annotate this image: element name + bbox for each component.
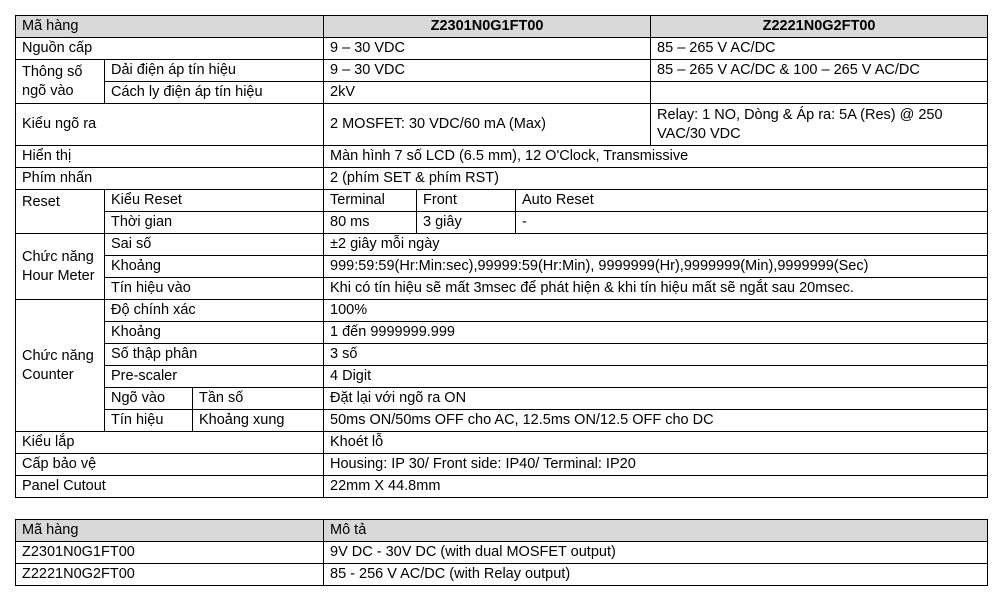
model-desc: 85 - 256 V AC/DC (with Relay output) bbox=[324, 564, 988, 586]
spec-header-model1: Z2301N0G1FT00 bbox=[324, 16, 651, 38]
table-row bbox=[16, 190, 988, 212]
table-row bbox=[16, 60, 988, 82]
table-row bbox=[16, 344, 988, 366]
counter-signal-label: Tín hiệu bbox=[105, 410, 193, 432]
counter-decimal-label: Số thập phân bbox=[105, 344, 324, 366]
table-row bbox=[16, 454, 988, 476]
counter-freq-label: Tần số bbox=[193, 388, 324, 410]
table-row bbox=[16, 476, 988, 498]
counter-decimal-value: 3 số bbox=[324, 344, 988, 366]
mount-label: Kiểu lắp bbox=[16, 432, 324, 454]
input-range-label: Dải điện áp tín hiệu bbox=[105, 60, 324, 82]
power-label: Nguồn cấp bbox=[16, 38, 324, 60]
reset-type-front: Front bbox=[417, 190, 516, 212]
reset-time-auto: - bbox=[516, 212, 988, 234]
reset-time-front: 3 giây bbox=[417, 212, 516, 234]
models-header-code: Mã hàng bbox=[16, 520, 324, 542]
spec-header-label: Mã hàng bbox=[16, 16, 324, 38]
counter-freq-value: Đặt lại với ngõ ra ON bbox=[324, 388, 988, 410]
spec-table bbox=[15, 15, 988, 498]
counter-pulse-label: Khoảng xung bbox=[193, 410, 324, 432]
table-row bbox=[16, 212, 988, 234]
table-row bbox=[16, 278, 988, 300]
input-range-value-2: 85 – 265 V AC/DC & 100 – 265 V AC/DC bbox=[651, 60, 988, 82]
reset-time-terminal: 80 ms bbox=[324, 212, 417, 234]
table-row bbox=[16, 82, 988, 104]
output-value-2: Relay: 1 NO, Dòng & Áp ra: 5A (Res) @ 250 VAC/30 VDC bbox=[651, 104, 988, 146]
table-row bbox=[16, 322, 988, 344]
hour-range-value: 999:59:59(Hr:Min:sec),99999:59(Hr:Min), 9999999(Hr),9999999(Min),9999999(Sec) bbox=[324, 256, 988, 278]
output-label: Kiểu ngõ ra bbox=[16, 104, 324, 146]
counter-accuracy-label: Độ chính xác bbox=[105, 300, 324, 322]
input-label: Thông số ngõ vào bbox=[16, 60, 105, 104]
table-row bbox=[16, 300, 988, 322]
input-range-value-1: 9 – 30 VDC bbox=[324, 60, 651, 82]
hour-range-label: Khoảng bbox=[105, 256, 324, 278]
display-value: Màn hình 7 số LCD (6.5 mm), 12 O'Clock, Transmissive bbox=[324, 146, 988, 168]
counter-accuracy-value: 100% bbox=[324, 300, 988, 322]
table-row bbox=[16, 542, 988, 564]
protection-label: Cấp bảo vệ bbox=[16, 454, 324, 476]
table-row bbox=[16, 234, 988, 256]
input-iso-empty bbox=[651, 82, 988, 104]
models-header-desc: Mô tả bbox=[324, 520, 988, 542]
table-row bbox=[16, 564, 988, 586]
table-row bbox=[16, 410, 988, 432]
counter-input-label: Ngõ vào bbox=[105, 388, 193, 410]
table-row bbox=[16, 366, 988, 388]
table-row bbox=[16, 38, 988, 60]
table-row bbox=[16, 104, 988, 146]
table-row bbox=[16, 146, 988, 168]
counter-prescaler-label: Pre-scaler bbox=[105, 366, 324, 388]
input-iso-label: Cách ly điện áp tín hiệu bbox=[105, 82, 324, 104]
table-row bbox=[16, 388, 988, 410]
mount-value: Khoét lỗ bbox=[324, 432, 988, 454]
counter-prescaler-value: 4 Digit bbox=[324, 366, 988, 388]
table-row bbox=[16, 168, 988, 190]
reset-type-terminal: Terminal bbox=[324, 190, 417, 212]
hour-label: Chức năng Hour Meter bbox=[16, 234, 105, 300]
hour-signal-label: Tín hiệu vào bbox=[105, 278, 324, 300]
input-iso-value: 2kV bbox=[324, 82, 651, 104]
model-desc: 9V DC - 30V DC (with dual MOSFET output) bbox=[324, 542, 988, 564]
counter-pulse-value: 50ms ON/50ms OFF cho AC, 12.5ms ON/12.5 OFF cho DC bbox=[324, 410, 988, 432]
model-code: Z2221N0G2FT00 bbox=[16, 564, 324, 586]
counter-range-label: Khoảng bbox=[105, 322, 324, 344]
power-value-1: 9 – 30 VDC bbox=[324, 38, 651, 60]
cutout-label: Panel Cutout bbox=[16, 476, 324, 498]
counter-label: Chức năng Counter bbox=[16, 300, 105, 432]
hour-error-value: ±2 giây mỗi ngày bbox=[324, 234, 988, 256]
reset-label: Reset bbox=[16, 190, 105, 234]
reset-time-label: Thời gian bbox=[105, 212, 324, 234]
table-row bbox=[16, 16, 988, 38]
table-row bbox=[16, 256, 988, 278]
reset-type-auto: Auto Reset bbox=[516, 190, 988, 212]
keys-label: Phím nhấn bbox=[16, 168, 324, 190]
keys-value: 2 (phím SET & phím RST) bbox=[324, 168, 988, 190]
table-row bbox=[16, 432, 988, 454]
counter-range-value: 1 đến 9999999.999 bbox=[324, 322, 988, 344]
power-value-2: 85 – 265 V AC/DC bbox=[651, 38, 988, 60]
table-row bbox=[16, 520, 988, 542]
hour-signal-value: Khi có tín hiệu sẽ mất 3msec để phát hiện & khi tín hiệu mất sẽ ngắt sau 20msec. bbox=[324, 278, 988, 300]
hour-error-label: Sai số bbox=[105, 234, 324, 256]
output-value-1: 2 MOSFET: 30 VDC/60 mA (Max) bbox=[324, 104, 651, 146]
models-table bbox=[15, 519, 988, 586]
spec-header-model2: Z2221N0G2FT00 bbox=[651, 16, 988, 38]
reset-type-label: Kiểu Reset bbox=[105, 190, 324, 212]
cutout-value: 22mm X 44.8mm bbox=[324, 476, 988, 498]
protection-value: Housing: IP 30/ Front side: IP40/ Terminal: IP20 bbox=[324, 454, 988, 476]
display-label: Hiển thị bbox=[16, 146, 324, 168]
model-code: Z2301N0G1FT00 bbox=[16, 542, 324, 564]
